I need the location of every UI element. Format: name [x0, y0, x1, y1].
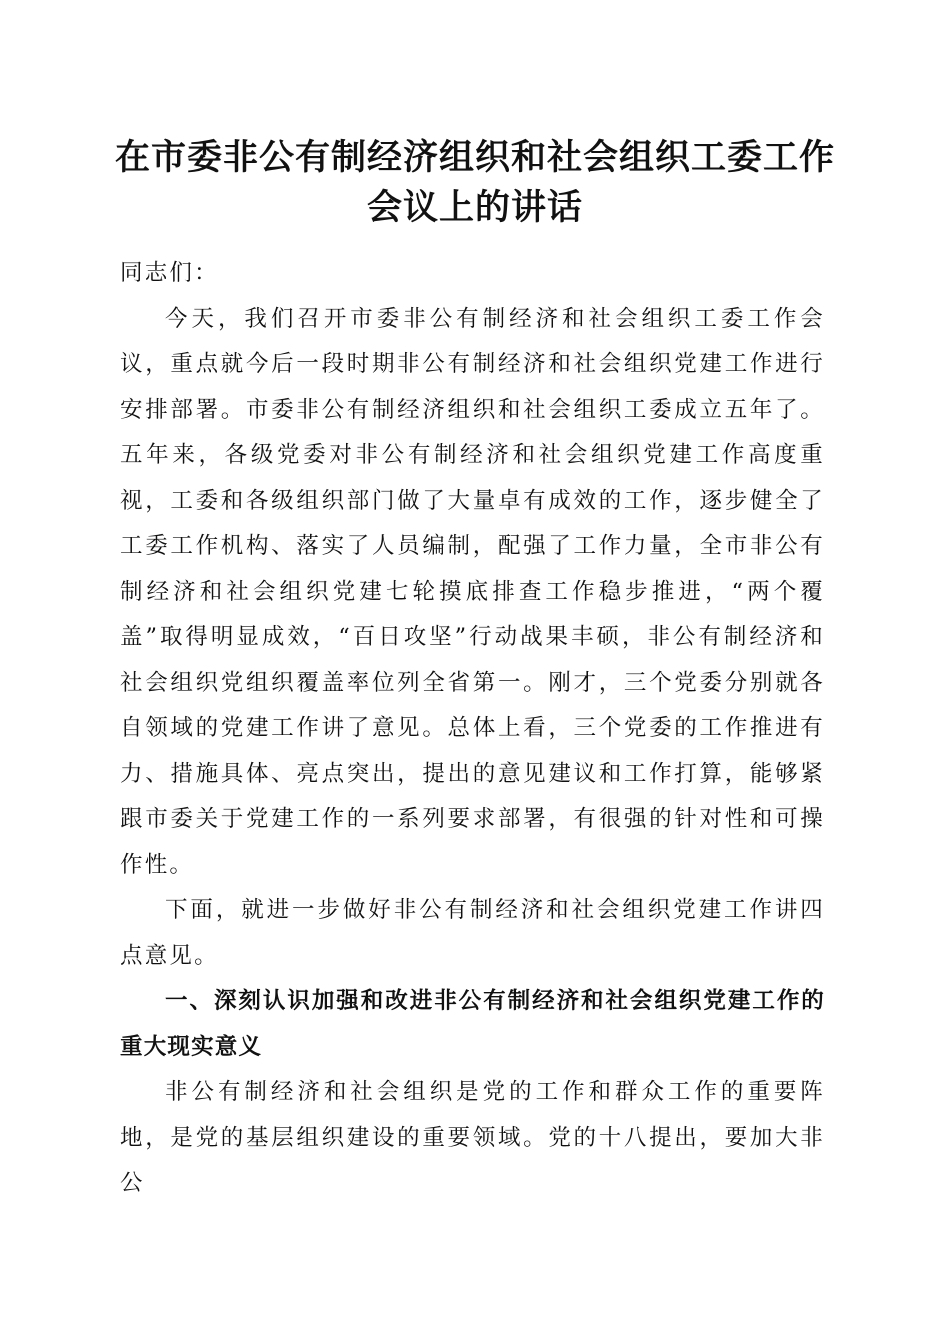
- salutation: 同志们：: [120, 260, 219, 286]
- paragraph-opening: 今天，我们召开市委非公有制经济和社会组织工委工作会议，重点就今后一段时期非公有制经济和社会组织党建工作进行安排部署。市委非公有制经济组织和社会组织工委成立五年了。五年来，各级党委对非公有制经济和社会组织党建工作高度重视，工委和各级组织部门做了大量卓有成效的工作，逐步健全了工委工作机构、落实了人员编制，配强了工作力量，全市非公有制经济和社会组织党建七轮摸底排查工作稳步推进，“两个覆盖”取得明显成效，“百日攻坚”行动战果丰硕，非公有制经济和社会组织党组织覆盖率位列全省第一。刚才，三个党委分别就各自领域的党建工作讲了意见。总体上看，三个党委的工作推进有力、措施具体、亮点突出，提出的意见建议和工作打算，能够紧跟市委关于党建工作的一系列要求部署，有很强的针对性和可操作性。: [120, 305, 825, 878]
- title-line-1: 在市委非公有制经济组织和社会组织工委工作: [114, 137, 835, 178]
- section-heading-1: 一、深刻认识加强和改进非公有制经济和社会组织党建工作的重大现实意义: [120, 988, 825, 1060]
- paragraph-section-1: 非公有制经济和社会组织是党的工作和群众工作的重要阵地，是党的基层组织建设的重要领域。党的十八提出，要加大非公: [120, 1079, 825, 1196]
- document-title: [110, 133, 840, 233]
- title-line-2: 会议上的讲话: [366, 187, 583, 228]
- document-body: [120, 251, 825, 1207]
- paragraph-transition: 下面，就进一步做好非公有制经济和社会组织党建工作讲四点意见。: [120, 897, 825, 969]
